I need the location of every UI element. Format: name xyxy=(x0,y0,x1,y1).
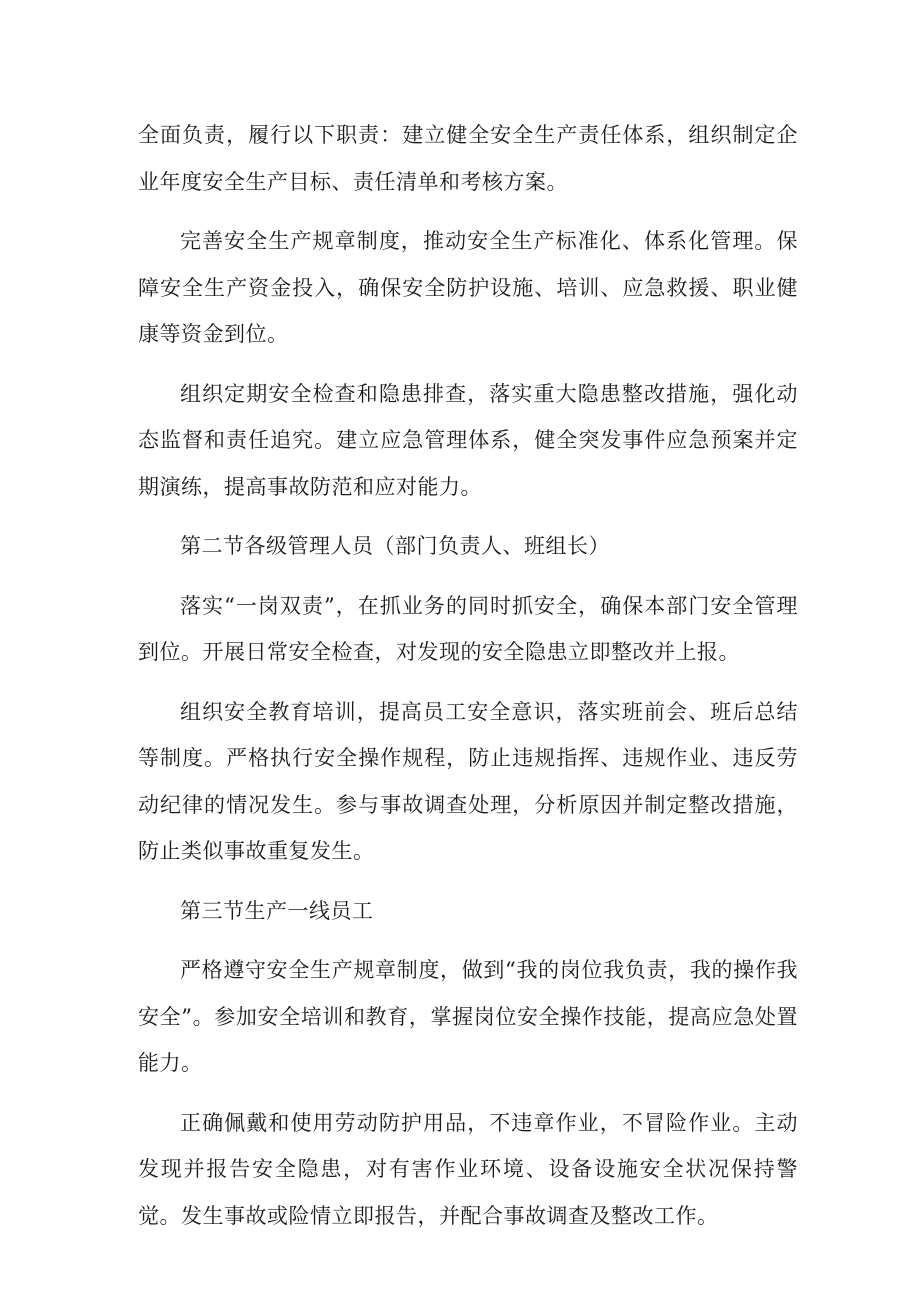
paragraph-staff-protection: 正确佩戴和使用劳动防护用品，不违章作业，不冒险作业。主动发现并报告安全隐患，对有害作业环境、设备设施安全状况保持警觉。发生事故或险情立即报告，并配合事故调查及整改工作。 xyxy=(138,1110,798,1228)
paragraph-managers-responsibility: 落实“一岗双责”，在抓业务的同时抓安全，确保本部门安全管理到位。开展日常安全检查，对发现的安全隐患立即整改并上报。 xyxy=(138,593,798,664)
paragraph-duties-top-leader: 全面负责，履行以下职责：建立健全安全生产责任体系，组织制定企业年度安全生产目标、责任清单和考核方案。 xyxy=(138,123,798,194)
paragraph-staff-compliance: 严格遵守安全生产规章制度，做到“我的岗位我负责，我的操作我安全”。参加安全培训和教育，掌握岗位安全操作技能，提高应急处置能力。 xyxy=(138,958,798,1075)
paragraph-rules-and-funding: 完善安全生产规章制度，推动安全生产标准化、体系化管理。保障安全生产资金投入，确保安全防护设施、培训、应急救援、职业健康等资金到位。 xyxy=(138,229,798,346)
section-heading-managers: 第二节各级管理人员（部门负责人、班组长） xyxy=(180,534,610,558)
paragraph-inspection-and-emergency: 组织定期安全检查和隐患排查，落实重大隐患整改措施，强化动态监督和责任追究。建立应急管理体系，健全突发事件应急预案并定期演练，提高事故防范和应对能力。 xyxy=(138,381,798,499)
paragraph-managers-training: 组织安全教育培训，提高员工安全意识，落实班前会、班后总结等制度。严格执行安全操作规程，防止违规指挥、违规作业、违反劳动纪律的情况发生。参与事故调查处理，分析原因并制定整改措施，防止类似事故重复发生。 xyxy=(138,699,798,863)
document-body xyxy=(138,112,798,1252)
section-heading-frontline-staff: 第三节生产一线员工 xyxy=(180,898,374,923)
